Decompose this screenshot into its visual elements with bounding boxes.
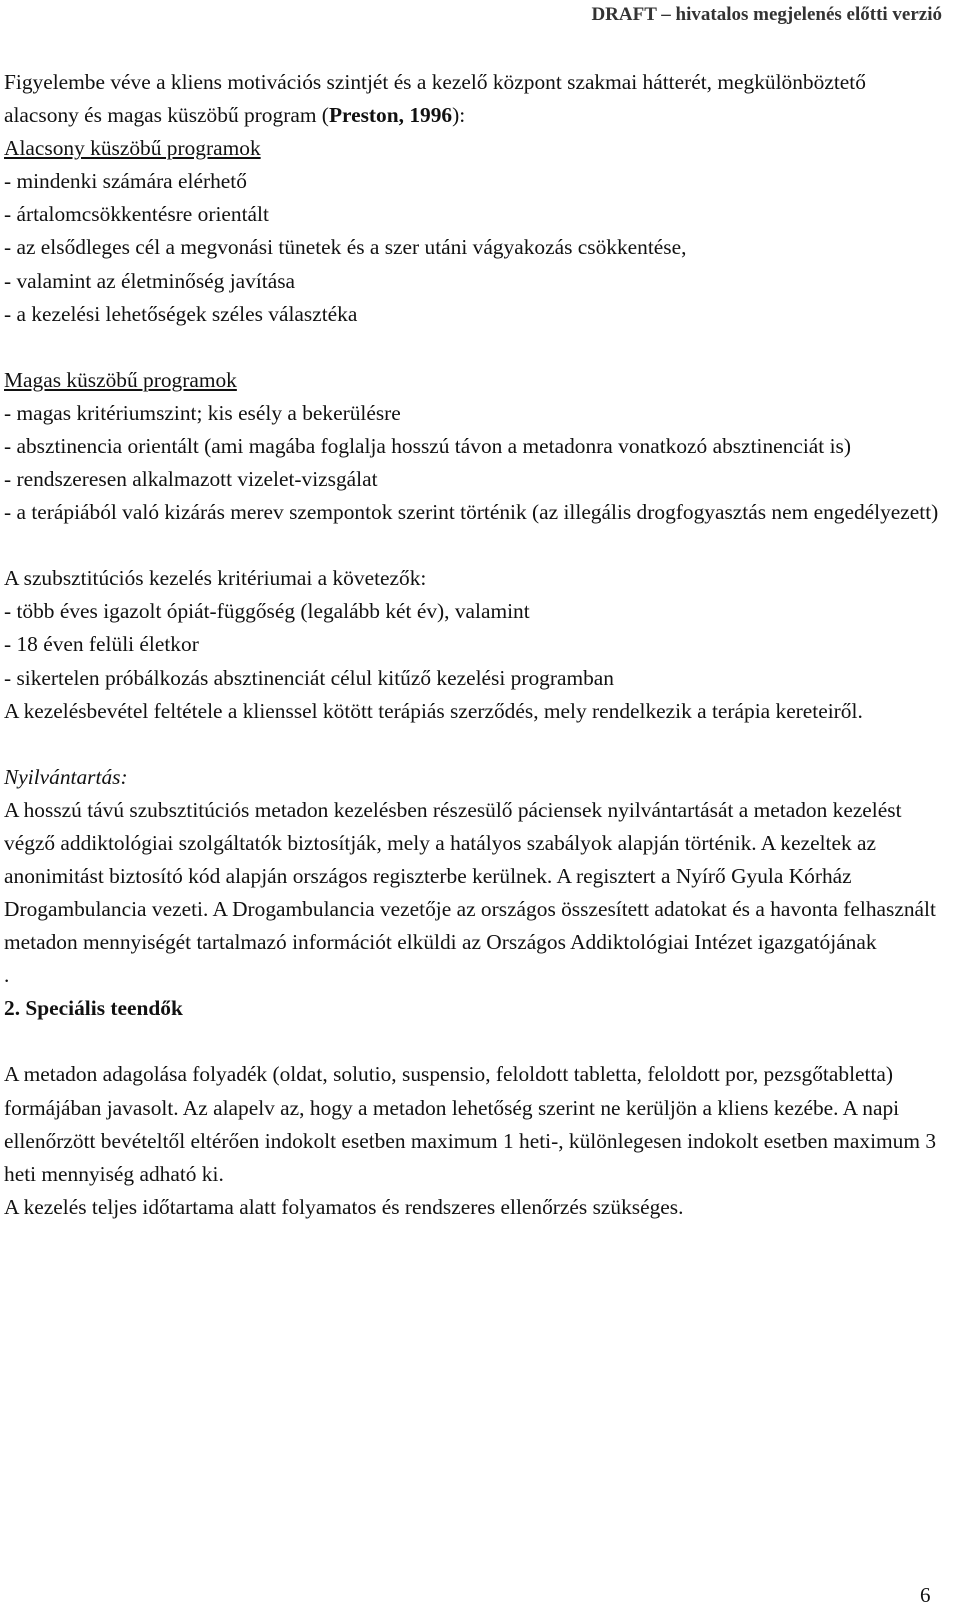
intro-text: Figyelembe véve a kliens motivációs szintjét és a kezelő központ szakmai hátterét, megkülönböztető alacsony és magas küszöbű program (: [4, 70, 866, 128]
intro-text-end: ):: [452, 103, 466, 128]
page-number: 6: [920, 1583, 931, 1607]
document-body: [4, 66, 944, 1224]
citation: Preston, 1996: [328, 103, 453, 128]
section-2-paragraph-2: A kezelés teljes időtartama alatt folyamatos és rendszeres ellenőrzés szükséges.: [4, 1194, 684, 1219]
list-item: - 18 éven felüli életkor: [4, 632, 199, 657]
list-item: - a terápiából való kizárás merev szempontok szerint történik (az illegális drogfogyasztás nem engedélyezett): [4, 500, 939, 525]
list-item: - valamint az életminőség javítása: [4, 268, 296, 293]
intro-paragraph: [4, 66, 944, 132]
low-threshold-heading: Alacsony küszöbű programok: [4, 136, 261, 161]
list-item: - ártalomcsökkentésre orientált: [4, 202, 269, 227]
registry-heading: Nyilvántartás:: [4, 764, 128, 789]
high-threshold-heading: Magas küszöbű programok: [4, 367, 237, 392]
list-item: - a kezelési lehetőségek széles választéka: [4, 301, 358, 326]
registry-paragraph: A hosszú távú szubsztitúciós metadon kezelésben részesülő páciensek nyilvántartását a metadon kezelést végző addiktológiai szolgáltatók biztosítják, mely a hatályos szabályok alapján történik. A kezeltek az anonimitást biztosító kód alapján országos regiszterbe kerülnek. A regisztert a Nyírő Gyula Kórház Drogambulancia vezeti. A Drogambulancia vezetője az országos összesített adatokat és a havonta felhasznált metadon mennyiségét tartalmazó információt elküldi az Országos Addiktológiai Intézet igazgatójának: [4, 797, 936, 955]
list-item: - sikertelen próbálkozás absztinenciát célul kitűző kezelési programban: [4, 665, 614, 690]
list-item: - az elsődleges cél a megvonási tünetek és a szer utáni vágyakozás csökkentése,: [4, 235, 687, 260]
criteria-intro: A szubsztitúciós kezelés kritériumai a követezők:: [4, 566, 427, 591]
section-2-paragraph-1: A metadon adagolása folyadék (oldat, solutio, suspensio, feloldott tabletta, feloldott por, pezsgőtabletta) formájában javasolt. Az alapelv az, hogy a metadon lehetőség szerint ne kerüljön a kliens kezébe. A napi ellenőrzött bevételtől eltérően indokolt esetben maximum 1 heti-, különlegesen indokolt esetben maximum 3 heti mennyiség adható ki.: [4, 1062, 937, 1186]
list-item: - több éves igazolt ópiát-függőség (legalább két év), valamint: [4, 599, 530, 624]
criteria-closing: A kezelésbevétel feltétele a klienssel kötött terápiás szerződés, mely rendelkezik a terápia kereteiről.: [4, 698, 863, 723]
list-item: - absztinencia orientált (ami magába foglalja hosszú távon a metadonra vonatkozó absztinenciát is): [4, 433, 851, 458]
draft-header: DRAFT – hivatalos megjelenés előtti verzió: [591, 4, 942, 25]
list-item: - magas kritériumszint; kis esély a bekerülésre: [4, 400, 401, 425]
list-item: - rendszeresen alkalmazott vizelet-vizsgálat: [4, 467, 378, 492]
list-item: - mindenki számára elérhető: [4, 169, 247, 194]
section-2-heading: 2. Speciális teendők: [4, 996, 183, 1021]
registry-trailing: .: [4, 963, 10, 988]
